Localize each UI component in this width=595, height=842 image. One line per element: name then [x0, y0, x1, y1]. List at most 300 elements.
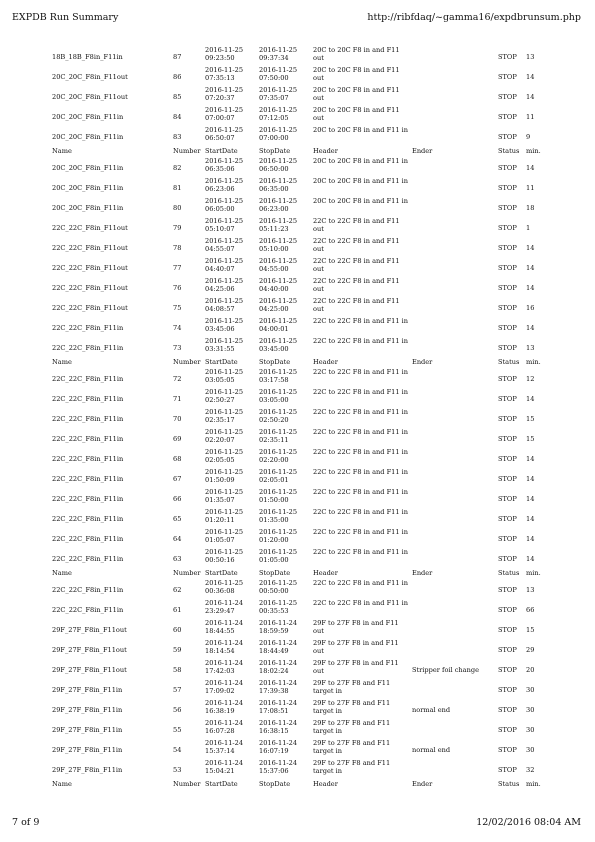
- start-date-cell: 2016-11-24 16:07:28: [205, 719, 244, 735]
- table-row: [0, 217, 595, 237]
- run-name-cell: 20C_20C_F8in_F11in: [52, 133, 124, 141]
- run-header-cell: 22C to 22C F8 in and F11 in: [313, 528, 409, 536]
- table-row: [0, 619, 595, 639]
- stop-date-cell: 2016-11-24 16:07:19: [259, 739, 298, 755]
- run-name-cell: 22C_22C_F8in_F11out: [52, 244, 128, 252]
- run-minutes-cell: 11: [526, 113, 535, 121]
- run-header-cell: 22C to 22C F8 in and F11 in: [313, 388, 409, 396]
- run-header-cell: 20C to 20C F8 in and F11 out: [313, 106, 400, 122]
- stop-date-cell: 2016-11-25 01:05:00: [259, 548, 298, 564]
- start-date-cell: 2016-11-25 02:35:17: [205, 408, 244, 424]
- table-row: [0, 699, 595, 719]
- run-number-cell: 83: [173, 133, 182, 141]
- run-minutes-cell: 13: [526, 53, 535, 61]
- run-name-cell: 22C_22C_F8in_F11in: [52, 495, 124, 503]
- column-header-row: [0, 146, 595, 157]
- column-header-run-minutes: min.: [526, 569, 541, 577]
- run-minutes-cell: 14: [526, 284, 535, 292]
- start-date-cell: 2016-11-25 06:50:07: [205, 126, 244, 142]
- run-header-cell: 22C to 22C F8 in and F11 out: [313, 217, 400, 233]
- stop-date-cell: 2016-11-25 01:20:00: [259, 528, 298, 544]
- run-header-cell: 22C to 22C F8 in and F11 in: [313, 579, 409, 587]
- column-header-run-number: Number: [173, 358, 201, 366]
- run-minutes-cell: 14: [526, 455, 535, 463]
- run-status-cell: STOP: [498, 395, 517, 403]
- run-minutes-cell: 66: [526, 606, 535, 614]
- stop-date-cell: 2016-11-25 02:50:20: [259, 408, 298, 424]
- run-minutes-cell: 14: [526, 535, 535, 543]
- run-minutes-cell: 30: [526, 706, 535, 714]
- run-header-cell: 22C to 22C F8 in and F11 in: [313, 337, 409, 345]
- start-date-cell: 2016-11-25 03:31:55: [205, 337, 244, 353]
- stop-date-cell: 2016-11-25 02:05:01: [259, 468, 298, 484]
- stop-date-cell: 2016-11-25 03:05:00: [259, 388, 298, 404]
- start-date-cell: 2016-11-24 17:09:02: [205, 679, 244, 695]
- start-date-cell: 2016-11-24 23:29:47: [205, 599, 244, 615]
- column-header-stop-date: StopDate: [259, 569, 291, 577]
- column-header-run-status: Status: [498, 147, 520, 155]
- column-header-run-number: Number: [173, 780, 201, 788]
- run-number-cell: 56: [173, 706, 182, 714]
- page-header-title: EXPDB Run Summary: [12, 12, 119, 23]
- table-row: [0, 126, 595, 146]
- stop-date-cell: 2016-11-25 04:00:01: [259, 317, 298, 333]
- run-status-cell: STOP: [498, 304, 517, 312]
- run-number-cell: 63: [173, 555, 182, 563]
- stop-date-cell: 2016-11-24 18:44:49: [259, 639, 298, 655]
- table-row: [0, 528, 595, 548]
- run-header-cell: 29F to 27F F8 and F11 target in: [313, 739, 391, 755]
- run-status-cell: STOP: [498, 415, 517, 423]
- column-header-run-name: Name: [52, 780, 72, 788]
- column-header-stop-date: StopDate: [259, 147, 291, 155]
- run-status-cell: STOP: [498, 535, 517, 543]
- run-name-cell: 22C_22C_F8in_F11in: [52, 535, 124, 543]
- run-status-cell: STOP: [498, 73, 517, 81]
- run-status-cell: STOP: [498, 133, 517, 141]
- stop-date-cell: 2016-11-25 01:35:00: [259, 508, 298, 524]
- run-status-cell: STOP: [498, 204, 517, 212]
- run-minutes-cell: 14: [526, 324, 535, 332]
- table-row: [0, 428, 595, 448]
- run-minutes-cell: 29: [526, 646, 535, 654]
- table-row: [0, 468, 595, 488]
- run-number-cell: 84: [173, 113, 182, 121]
- table-row: [0, 408, 595, 428]
- column-header-start-date: StartDate: [205, 569, 238, 577]
- run-status-cell: STOP: [498, 646, 517, 654]
- run-minutes-cell: 14: [526, 264, 535, 272]
- run-header-cell: 22C to 22C F8 in and F11 in: [313, 428, 409, 436]
- run-minutes-cell: 11: [526, 184, 535, 192]
- start-date-cell: 2016-11-25 06:35:06: [205, 157, 244, 173]
- run-status-cell: STOP: [498, 666, 517, 674]
- table-row: [0, 257, 595, 277]
- run-name-cell: 29F_27F_F8in_F11out: [52, 666, 127, 674]
- column-header-run-header: Header: [313, 569, 338, 577]
- run-header-cell: 29F to 27F F8 in and F11 out: [313, 639, 399, 655]
- run-minutes-cell: 16: [526, 304, 535, 312]
- run-number-cell: 69: [173, 435, 182, 443]
- run-name-cell: 22C_22C_F8in_F11in: [52, 555, 124, 563]
- run-minutes-cell: 15: [526, 415, 535, 423]
- column-header-run-header: Header: [313, 147, 338, 155]
- run-number-cell: 85: [173, 93, 182, 101]
- run-status-cell: STOP: [498, 344, 517, 352]
- run-number-cell: 61: [173, 606, 182, 614]
- run-name-cell: 29F_27F_F8in_F11in: [52, 726, 123, 734]
- column-header-stop-date: StopDate: [259, 358, 291, 366]
- run-name-cell: 22C_22C_F8in_F11out: [52, 264, 128, 272]
- run-header-cell: 22C to 22C F8 in and F11 in: [313, 548, 409, 556]
- run-name-cell: 22C_22C_F8in_F11in: [52, 344, 124, 352]
- stop-date-cell: 2016-11-25 05:11:23: [259, 217, 298, 233]
- stop-date-cell: 2016-11-25 07:12:05: [259, 106, 298, 122]
- run-number-cell: 87: [173, 53, 182, 61]
- run-status-cell: STOP: [498, 113, 517, 121]
- run-name-cell: 22C_22C_F8in_F11in: [52, 606, 124, 614]
- column-header-run-ender: Ender: [412, 780, 433, 788]
- run-minutes-cell: 9: [526, 133, 531, 141]
- table-row: [0, 197, 595, 217]
- table-row: [0, 177, 595, 197]
- run-status-cell: STOP: [498, 324, 517, 332]
- run-ender-cell: normal end: [412, 706, 451, 714]
- run-name-cell: 22C_22C_F8in_F11in: [52, 475, 124, 483]
- stop-date-cell: 2016-11-25 02:20:00: [259, 448, 298, 464]
- run-minutes-cell: 18: [526, 204, 535, 212]
- column-header-run-name: Name: [52, 358, 72, 366]
- start-date-cell: 2016-11-25 04:25:06: [205, 277, 244, 293]
- run-name-cell: 22C_22C_F8in_F11out: [52, 304, 128, 312]
- page-header-url[interactable]: http://ribfdaq/~gamma16/expdbrunsum.php: [367, 12, 581, 23]
- stop-date-cell: 2016-11-25 02:35:11: [259, 428, 298, 444]
- start-date-cell: 2016-11-25 03:05:05: [205, 368, 244, 384]
- stop-date-cell: 2016-11-25 06:23:00: [259, 197, 298, 213]
- run-name-cell: 18B_18B_F8in_F11in: [52, 53, 123, 61]
- run-number-cell: 72: [173, 375, 182, 383]
- run-name-cell: 29F_27F_F8in_F11in: [52, 706, 123, 714]
- run-number-cell: 80: [173, 204, 182, 212]
- start-date-cell: 2016-11-25 06:05:00: [205, 197, 244, 213]
- column-header-start-date: StartDate: [205, 147, 238, 155]
- table-row: [0, 579, 595, 599]
- start-date-cell: 2016-11-24 15:37:14: [205, 739, 244, 755]
- stop-date-cell: 2016-11-25 06:35:00: [259, 177, 298, 193]
- run-header-cell: 22C to 22C F8 in and F11 in: [313, 488, 409, 496]
- run-number-cell: 68: [173, 455, 182, 463]
- start-date-cell: 2016-11-25 04:55:07: [205, 237, 244, 253]
- run-status-cell: STOP: [498, 375, 517, 383]
- column-header-run-minutes: min.: [526, 358, 541, 366]
- run-status-cell: STOP: [498, 626, 517, 634]
- stop-date-cell: 2016-11-25 07:00:00: [259, 126, 298, 142]
- run-minutes-cell: 12: [526, 375, 535, 383]
- table-row: [0, 448, 595, 468]
- run-number-cell: 64: [173, 535, 182, 543]
- stop-date-cell: 2016-11-24 18:02:24: [259, 659, 298, 675]
- table-row: [0, 337, 595, 357]
- run-number-cell: 58: [173, 666, 182, 674]
- run-number-cell: 66: [173, 495, 182, 503]
- run-header-cell: 22C to 22C F8 in and F11 out: [313, 237, 400, 253]
- run-header-cell: 20C to 20C F8 in and F11 out: [313, 46, 400, 62]
- stop-date-cell: 2016-11-25 04:25:00: [259, 297, 298, 313]
- run-number-cell: 71: [173, 395, 182, 403]
- run-name-cell: 29F_27F_F8in_F11in: [52, 686, 123, 694]
- table-row: [0, 157, 595, 177]
- table-row: [0, 66, 595, 86]
- column-header-run-status: Status: [498, 780, 520, 788]
- stop-date-cell: 2016-11-25 04:40:00: [259, 277, 298, 293]
- run-minutes-cell: 30: [526, 726, 535, 734]
- column-header-run-name: Name: [52, 569, 72, 577]
- run-status-cell: STOP: [498, 53, 517, 61]
- run-header-cell: 22C to 22C F8 in and F11 in: [313, 508, 409, 516]
- column-header-run-ender: Ender: [412, 569, 433, 577]
- run-name-cell: 29F_27F_F8in_F11out: [52, 626, 127, 634]
- start-date-cell: 2016-11-24 17:42:03: [205, 659, 244, 675]
- run-name-cell: 29F_27F_F8in_F11in: [52, 746, 123, 754]
- column-header-run-minutes: min.: [526, 147, 541, 155]
- run-minutes-cell: 14: [526, 495, 535, 503]
- stop-date-cell: 2016-11-25 01:50:00: [259, 488, 298, 504]
- start-date-cell: 2016-11-25 01:50:09: [205, 468, 244, 484]
- run-status-cell: STOP: [498, 475, 517, 483]
- run-status-cell: STOP: [498, 586, 517, 594]
- start-date-cell: 2016-11-25 09:23:50: [205, 46, 244, 62]
- run-minutes-cell: 30: [526, 746, 535, 754]
- stop-date-cell: 2016-11-25 04:55:00: [259, 257, 298, 273]
- run-number-cell: 82: [173, 164, 182, 172]
- run-number-cell: 74: [173, 324, 182, 332]
- run-status-cell: STOP: [498, 555, 517, 563]
- start-date-cell: 2016-11-25 07:00:07: [205, 106, 244, 122]
- run-header-cell: 29F to 27F F8 and F11 target in: [313, 679, 391, 695]
- run-ender-cell: normal end: [412, 746, 451, 754]
- column-header-run-ender: Ender: [412, 358, 433, 366]
- run-minutes-cell: 32: [526, 766, 535, 774]
- run-minutes-cell: 14: [526, 555, 535, 563]
- run-header-cell: 22C to 22C F8 in and F11 out: [313, 257, 400, 273]
- stop-date-cell: 2016-11-24 15:37:06: [259, 759, 298, 775]
- run-minutes-cell: 1: [526, 224, 531, 232]
- column-header-row: [0, 357, 595, 368]
- stop-date-cell: 2016-11-25 00:35:53: [259, 599, 298, 615]
- table-row: [0, 659, 595, 679]
- run-header-cell: 20C to 20C F8 in and F11 in: [313, 126, 409, 134]
- run-status-cell: STOP: [498, 224, 517, 232]
- stop-date-cell: 2016-11-25 07:50:00: [259, 66, 298, 82]
- run-status-cell: STOP: [498, 164, 517, 172]
- run-name-cell: 22C_22C_F8in_F11in: [52, 395, 124, 403]
- stop-date-cell: 2016-11-25 07:35:07: [259, 86, 298, 102]
- column-header-row: [0, 779, 595, 790]
- column-header-row: [0, 568, 595, 579]
- run-header-cell: 20C to 20C F8 in and F11 out: [313, 86, 400, 102]
- table-row: [0, 237, 595, 257]
- start-date-cell: 2016-11-25 01:05:07: [205, 528, 244, 544]
- run-name-cell: 29F_27F_F8in_F11in: [52, 766, 123, 774]
- start-date-cell: 2016-11-25 04:40:07: [205, 257, 244, 273]
- run-name-cell: 20C_20C_F8in_F11in: [52, 113, 124, 121]
- run-name-cell: 29F_27F_F8in_F11out: [52, 646, 127, 654]
- run-number-cell: 57: [173, 686, 182, 694]
- run-header-cell: 29F to 27F F8 and F11 target in: [313, 719, 391, 735]
- start-date-cell: 2016-11-25 01:20:11: [205, 508, 244, 524]
- table-row: [0, 679, 595, 699]
- run-header-cell: 29F to 27F F8 and F11 target in: [313, 759, 391, 775]
- run-minutes-cell: 14: [526, 73, 535, 81]
- stop-date-cell: 2016-11-25 06:50:00: [259, 157, 298, 173]
- start-date-cell: 2016-11-25 00:50:16: [205, 548, 244, 564]
- run-minutes-cell: 13: [526, 586, 535, 594]
- table-row: [0, 508, 595, 528]
- table-row: [0, 639, 595, 659]
- run-status-cell: STOP: [498, 726, 517, 734]
- column-header-run-header: Header: [313, 780, 338, 788]
- start-date-cell: 2016-11-24 16:38:19: [205, 699, 244, 715]
- stop-date-cell: 2016-11-24 16:38:15: [259, 719, 298, 735]
- table-row: [0, 719, 595, 739]
- run-name-cell: 22C_22C_F8in_F11out: [52, 224, 128, 232]
- run-status-cell: STOP: [498, 515, 517, 523]
- run-name-cell: 22C_22C_F8in_F11in: [52, 324, 124, 332]
- table-row: [0, 277, 595, 297]
- stop-date-cell: 2016-11-25 00:50:00: [259, 579, 298, 595]
- run-status-cell: STOP: [498, 606, 517, 614]
- run-status-cell: STOP: [498, 706, 517, 714]
- start-date-cell: 2016-11-25 00:36:08: [205, 579, 244, 595]
- table-row: [0, 106, 595, 126]
- table-row: [0, 86, 595, 106]
- start-date-cell: 2016-11-25 06:23:06: [205, 177, 244, 193]
- run-header-cell: 20C to 20C F8 in and F11 out: [313, 66, 400, 82]
- run-number-cell: 77: [173, 264, 182, 272]
- start-date-cell: 2016-11-25 02:05:05: [205, 448, 244, 464]
- run-minutes-cell: 20: [526, 666, 535, 674]
- run-header-cell: 29F to 27F F8 in and F11 out: [313, 619, 399, 635]
- run-summary-table: [0, 46, 595, 790]
- run-name-cell: 22C_22C_F8in_F11out: [52, 284, 128, 292]
- run-name-cell: 22C_22C_F8in_F11in: [52, 515, 124, 523]
- run-header-cell: 22C to 22C F8 in and F11 in: [313, 368, 409, 376]
- column-header-start-date: StartDate: [205, 358, 238, 366]
- start-date-cell: 2016-11-25 04:08:57: [205, 297, 244, 313]
- run-header-cell: 20C to 20C F8 in and F11 in: [313, 197, 409, 205]
- run-header-cell: 22C to 22C F8 in and F11 in: [313, 317, 409, 325]
- run-number-cell: 73: [173, 344, 182, 352]
- run-minutes-cell: 14: [526, 244, 535, 252]
- run-name-cell: 20C_20C_F8in_F11in: [52, 204, 124, 212]
- start-date-cell: 2016-11-25 02:20:07: [205, 428, 244, 444]
- run-number-cell: 81: [173, 184, 182, 192]
- run-name-cell: 22C_22C_F8in_F11in: [52, 375, 124, 383]
- run-header-cell: 20C to 20C F8 in and F11 in: [313, 157, 409, 165]
- run-name-cell: 22C_22C_F8in_F11in: [52, 435, 124, 443]
- run-minutes-cell: 15: [526, 435, 535, 443]
- run-name-cell: 20C_20C_F8in_F11out: [52, 93, 128, 101]
- stop-date-cell: 2016-11-24 17:39:38: [259, 679, 298, 695]
- start-date-cell: 2016-11-25 07:35:13: [205, 66, 244, 82]
- column-header-run-number: Number: [173, 569, 201, 577]
- run-minutes-cell: 14: [526, 475, 535, 483]
- column-header-run-name: Name: [52, 147, 72, 155]
- run-status-cell: STOP: [498, 244, 517, 252]
- run-number-cell: 65: [173, 515, 182, 523]
- run-header-cell: 22C to 22C F8 in and F11 out: [313, 277, 400, 293]
- run-name-cell: 22C_22C_F8in_F11in: [52, 586, 124, 594]
- run-header-cell: 20C to 20C F8 in and F11 in: [313, 177, 409, 185]
- run-header-cell: 29F to 27F F8 in and F11 out: [313, 659, 399, 675]
- run-ender-cell: Stripper foil change: [412, 666, 479, 674]
- run-status-cell: STOP: [498, 766, 517, 774]
- column-header-stop-date: StopDate: [259, 780, 291, 788]
- page-number: 7 of 9: [12, 817, 40, 828]
- column-header-run-status: Status: [498, 569, 520, 577]
- start-date-cell: 2016-11-25 03:45:06: [205, 317, 244, 333]
- run-number-cell: 53: [173, 766, 182, 774]
- table-row: [0, 368, 595, 388]
- run-name-cell: 22C_22C_F8in_F11in: [52, 455, 124, 463]
- table-row: [0, 548, 595, 568]
- column-header-run-header: Header: [313, 358, 338, 366]
- start-date-cell: 2016-11-24 18:14:54: [205, 639, 244, 655]
- stop-date-cell: 2016-11-25 09:37:34: [259, 46, 298, 62]
- run-minutes-cell: 14: [526, 164, 535, 172]
- run-status-cell: STOP: [498, 495, 517, 503]
- run-name-cell: 20C_20C_F8in_F11in: [52, 184, 124, 192]
- run-number-cell: 67: [173, 475, 182, 483]
- run-status-cell: STOP: [498, 264, 517, 272]
- run-status-cell: STOP: [498, 184, 517, 192]
- table-row: [0, 759, 595, 779]
- run-number-cell: 55: [173, 726, 182, 734]
- table-row: [0, 317, 595, 337]
- run-status-cell: STOP: [498, 435, 517, 443]
- run-status-cell: STOP: [498, 455, 517, 463]
- run-minutes-cell: 13: [526, 344, 535, 352]
- run-header-cell: 22C to 22C F8 in and F11 in: [313, 599, 409, 607]
- column-header-run-status: Status: [498, 358, 520, 366]
- run-number-cell: 76: [173, 284, 182, 292]
- run-status-cell: STOP: [498, 746, 517, 754]
- stop-date-cell: 2016-11-25 05:10:00: [259, 237, 298, 253]
- run-status-cell: STOP: [498, 686, 517, 694]
- stop-date-cell: 2016-11-24 17:08:51: [259, 699, 298, 715]
- table-row: [0, 739, 595, 759]
- print-timestamp: 12/02/2016 08:04 AM: [476, 817, 581, 828]
- run-header-cell: 29F to 27F F8 and F11 target in: [313, 699, 391, 715]
- start-date-cell: 2016-11-25 07:20:37: [205, 86, 244, 102]
- run-number-cell: 59: [173, 646, 182, 654]
- run-number-cell: 86: [173, 73, 182, 81]
- stop-date-cell: 2016-11-24 18:59:59: [259, 619, 298, 635]
- start-date-cell: 2016-11-24 18:44:55: [205, 619, 244, 635]
- start-date-cell: 2016-11-25 01:35:07: [205, 488, 244, 504]
- table-row: [0, 297, 595, 317]
- run-name-cell: 20C_20C_F8in_F11in: [52, 164, 124, 172]
- run-number-cell: 79: [173, 224, 182, 232]
- table-row: [0, 46, 595, 66]
- run-minutes-cell: 30: [526, 686, 535, 694]
- run-number-cell: 62: [173, 586, 182, 594]
- column-header-run-minutes: min.: [526, 780, 541, 788]
- run-name-cell: 22C_22C_F8in_F11in: [52, 415, 124, 423]
- run-name-cell: 20C_20C_F8in_F11out: [52, 73, 128, 81]
- start-date-cell: 2016-11-24 15:04:21: [205, 759, 244, 775]
- run-number-cell: 54: [173, 746, 182, 754]
